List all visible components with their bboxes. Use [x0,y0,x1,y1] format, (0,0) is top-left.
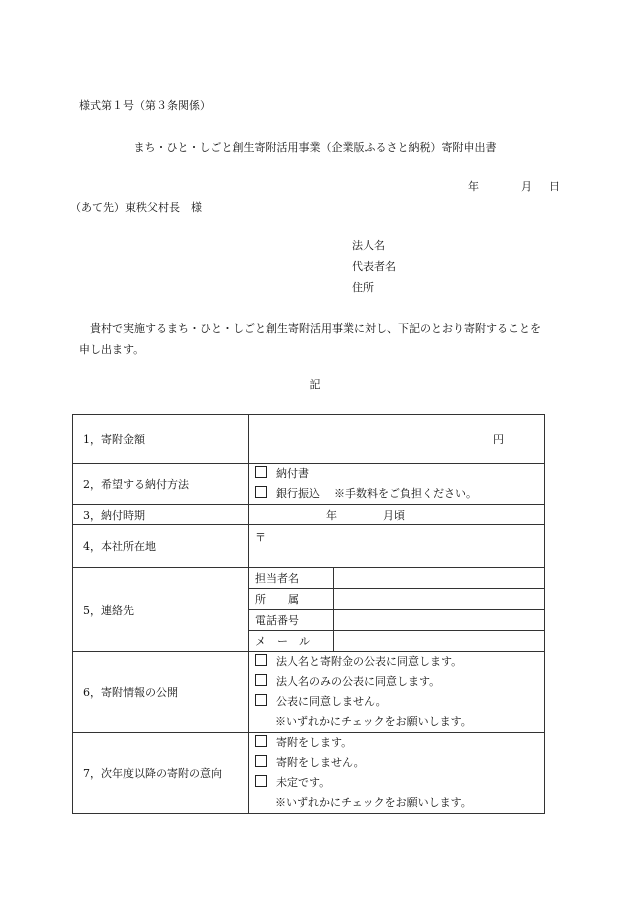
email-field[interactable] [334,631,545,652]
postal-mark: 〒 [255,531,266,544]
table-row [73,505,545,525]
addressee: （あて先）東秩父村長 様 [70,201,202,214]
corp-name-label: 法人名 [352,239,385,252]
timing-year: 年 [326,508,337,522]
table-row [73,568,545,589]
table-row [73,415,545,464]
donation-amount-field[interactable] [249,415,545,464]
option-label: 法人名と寄附金の公表に同意します。 [276,655,463,668]
future-intent-options [249,733,545,814]
payment-timing-label: 3，納付時期 [73,505,249,525]
checkbox-icon[interactable] [255,694,267,706]
checkbox-icon[interactable] [255,775,267,787]
option-label: 寄附をしません。 [276,756,365,769]
disclosure-note: ※いずれかにチェックをお願いします。 [275,715,472,728]
payment-method-label: 2，希望する納付方法 [73,464,249,505]
option-label: 公表に同意しません。 [276,695,387,708]
intent-option-yes[interactable] [249,733,544,753]
table-row [73,525,545,568]
email-label: メ ー ル [249,631,334,652]
department-label: 所 属 [249,589,334,610]
contact-person-label: 担当者名 [249,568,334,589]
checkbox-icon[interactable] [255,735,267,747]
option-label: 銀行振込 [276,487,320,500]
body-text: 貴村で実施するまち・ひと・しごと創生寄附活用事業に対し、下記のとおり寄附することを申し出ます。 [79,322,541,356]
payment-option-bank[interactable] [249,484,544,504]
phone-label: 電話番号 [249,610,334,631]
checkbox-icon[interactable] [255,466,267,478]
contact-label: 5，連絡先 [73,568,249,652]
intent-option-undecided[interactable] [249,773,544,793]
intent-note: ※いずれかにチェックをお願いします。 [275,796,472,809]
date-line [468,178,560,194]
checkbox-icon[interactable] [255,755,267,767]
disclosure-options [249,652,545,733]
option-label: 未定です。 [276,776,331,789]
checkbox-icon[interactable] [255,486,267,498]
application-table [72,414,545,814]
representative-label: 代表者名 [352,260,396,273]
hq-address-field[interactable] [249,525,545,568]
hq-address-label: 4，本社所在地 [73,525,249,568]
future-intent-label: 7，次年度以降の寄附の意向 [73,733,249,814]
option-label: 納付書 [276,467,309,480]
option-label: 法人名のみの公表に同意します。 [276,675,441,688]
payment-option-invoice[interactable] [249,464,544,484]
checkbox-icon[interactable] [255,654,267,666]
payment-timing-field[interactable] [249,505,545,525]
table-row [73,652,545,733]
option-label: 寄附をします。 [276,736,353,749]
disclosure-option-none[interactable] [249,692,544,712]
disclosure-option-full[interactable] [249,652,544,672]
form-number: 様式第１号（第３条関係） [79,99,211,112]
date-year-label: 年 [468,180,479,193]
payment-method-options [249,464,545,505]
document-title: まち・ひと・しごと創生寄附活用事業（企業版ふるさと納税）寄附申出書 [133,141,497,154]
contact-person-field[interactable] [334,568,545,589]
date-month-label: 月 [521,180,532,193]
timing-month: 月頃 [383,508,405,522]
intent-option-no[interactable] [249,753,544,773]
checkbox-icon[interactable] [255,674,267,686]
table-row [73,464,545,505]
phone-field[interactable] [334,610,545,631]
fee-note: ※手数料をご負担ください。 [334,487,477,500]
date-day-label: 日 [549,180,560,193]
disclosure-option-name-only[interactable] [249,672,544,692]
address-label: 住所 [352,281,374,294]
yen-unit: 円 [493,433,504,446]
table-row [73,733,545,814]
record-mark: 記 [309,378,321,391]
department-field[interactable] [334,589,545,610]
donation-amount-label: 1，寄附金額 [73,415,249,464]
disclosure-label: 6，寄附情報の公開 [73,652,249,733]
